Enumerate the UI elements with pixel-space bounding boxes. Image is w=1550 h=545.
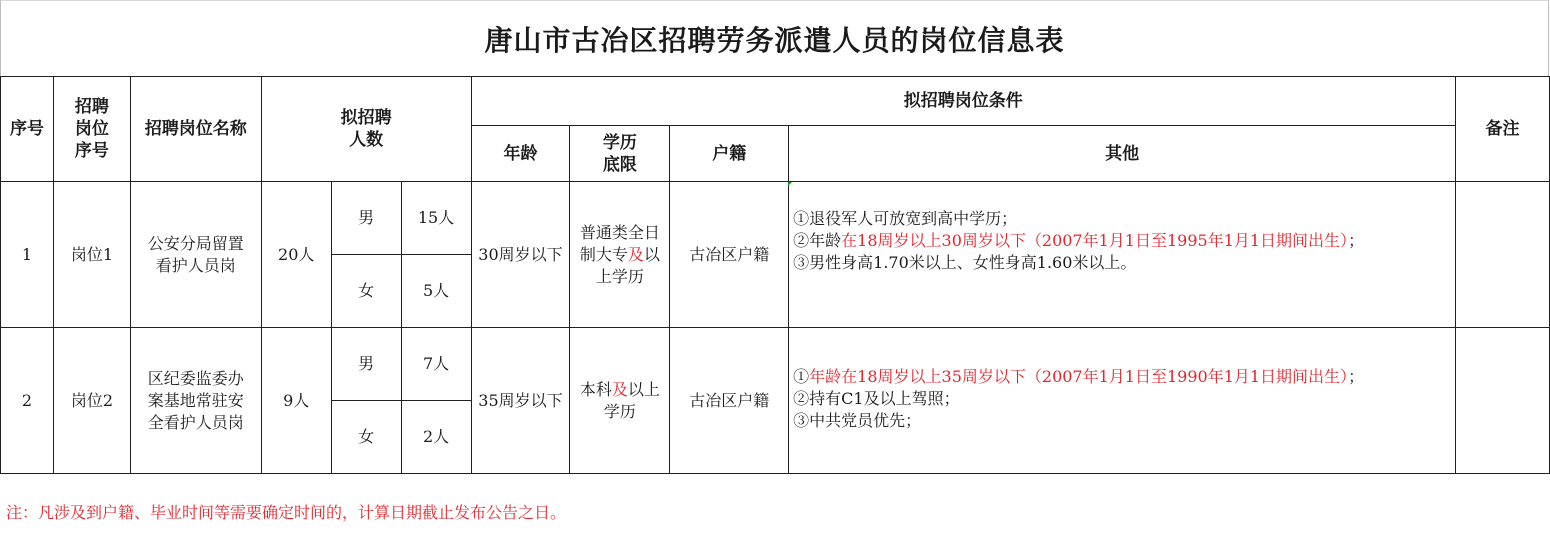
header-plan-count[interactable]: 拟招聘 人数	[261, 77, 471, 182]
row1-other[interactable]	[789, 182, 1456, 328]
row1-male-count[interactable]: 15人	[401, 182, 471, 255]
row1-male-label[interactable]: 男	[331, 182, 401, 255]
row2-remark[interactable]	[1456, 328, 1550, 474]
row1-age[interactable]: 30周岁以下	[471, 182, 570, 328]
row2-other[interactable]	[789, 328, 1456, 474]
row2-total[interactable]: 9人	[261, 328, 331, 474]
row2-seq[interactable]: 2	[1, 328, 54, 474]
row2-post-name[interactable]: 区纪委监委办案基地常驻安全看护人员岗	[130, 328, 261, 474]
row1-education-a: 普通类全日制大专	[579, 222, 660, 264]
row2-post-seq[interactable]: 岗位2	[53, 328, 130, 474]
row2-hukou[interactable]: 古冶区户籍	[670, 328, 789, 474]
page-title: 唐山市古冶区招聘劳务派遣人员的岗位信息表	[484, 23, 1065, 57]
row1-condition-2: ②年龄在18周岁以上30周岁以下（2007年1月1日至1995年1月1日期间出生）；	[793, 231, 1365, 250]
row2-education-a: 本科	[579, 379, 612, 399]
header-conditions[interactable]: 拟招聘岗位条件	[471, 77, 1456, 126]
row1-seq[interactable]: 1	[1, 182, 54, 328]
header-seq[interactable]: 序号	[1, 77, 54, 182]
header-post-seq[interactable]: 招聘 岗位 序号	[53, 77, 130, 182]
footnote[interactable]: 注：凡涉及到户籍、毕业时间等需要确定时间的，计算日期截止发布公告之日。	[6, 503, 567, 522]
row1-post-name[interactable]: 公安分局留置看护人员岗	[130, 182, 261, 328]
row1-post-seq[interactable]: 岗位1	[53, 182, 130, 328]
post-info-table	[0, 76, 1550, 474]
row1-remark[interactable]	[1456, 182, 1550, 328]
row2-condition-2: ②持有C1及以上驾照；	[793, 389, 960, 408]
row2-age[interactable]: 35周岁以下	[471, 328, 570, 474]
header-education[interactable]: 学历 底限	[570, 126, 670, 182]
header-remark[interactable]: 备注	[1456, 77, 1550, 182]
header-hukou[interactable]: 户籍	[670, 126, 789, 182]
row1-condition-3: ③男性身高1.70米以上、女性身高1.60米以上。	[793, 253, 1137, 272]
row1-female-count[interactable]: 5人	[401, 255, 471, 328]
row2-condition-1: ①年龄在18周岁以上35周岁以下（2007年1月1日至1990年1月1日期间出生）；	[793, 367, 1365, 386]
cell-comment-marker	[788, 182, 792, 186]
row2-education-b: 以上学历	[603, 379, 660, 421]
header-other[interactable]: 其他	[789, 126, 1456, 182]
title-cell[interactable]	[0, 0, 1549, 76]
row2-female-label[interactable]: 女	[331, 401, 401, 474]
row1-education-b: 以上学历	[595, 244, 660, 286]
header-post-name[interactable]: 招聘岗位名称	[130, 77, 261, 182]
row2-male-label[interactable]: 男	[331, 328, 401, 401]
row2-condition-3: ③中共党员优先；	[793, 411, 922, 430]
row2-male-count[interactable]: 7人	[401, 328, 471, 401]
header-age[interactable]: 年龄	[471, 126, 570, 182]
row1-education-red: 及	[627, 244, 644, 264]
row2-education-red: 及	[611, 379, 628, 399]
row1-total[interactable]: 20人	[261, 182, 331, 328]
row2-education[interactable]	[570, 328, 670, 474]
row1-education[interactable]	[570, 182, 670, 328]
row2-female-count[interactable]: 2人	[401, 401, 471, 474]
row1-female-label[interactable]: 女	[331, 255, 401, 328]
row1-condition-1: ①退役军人可放宽到高中学历；	[793, 209, 1018, 228]
row1-hukou[interactable]: 古冶区户籍	[670, 182, 789, 328]
